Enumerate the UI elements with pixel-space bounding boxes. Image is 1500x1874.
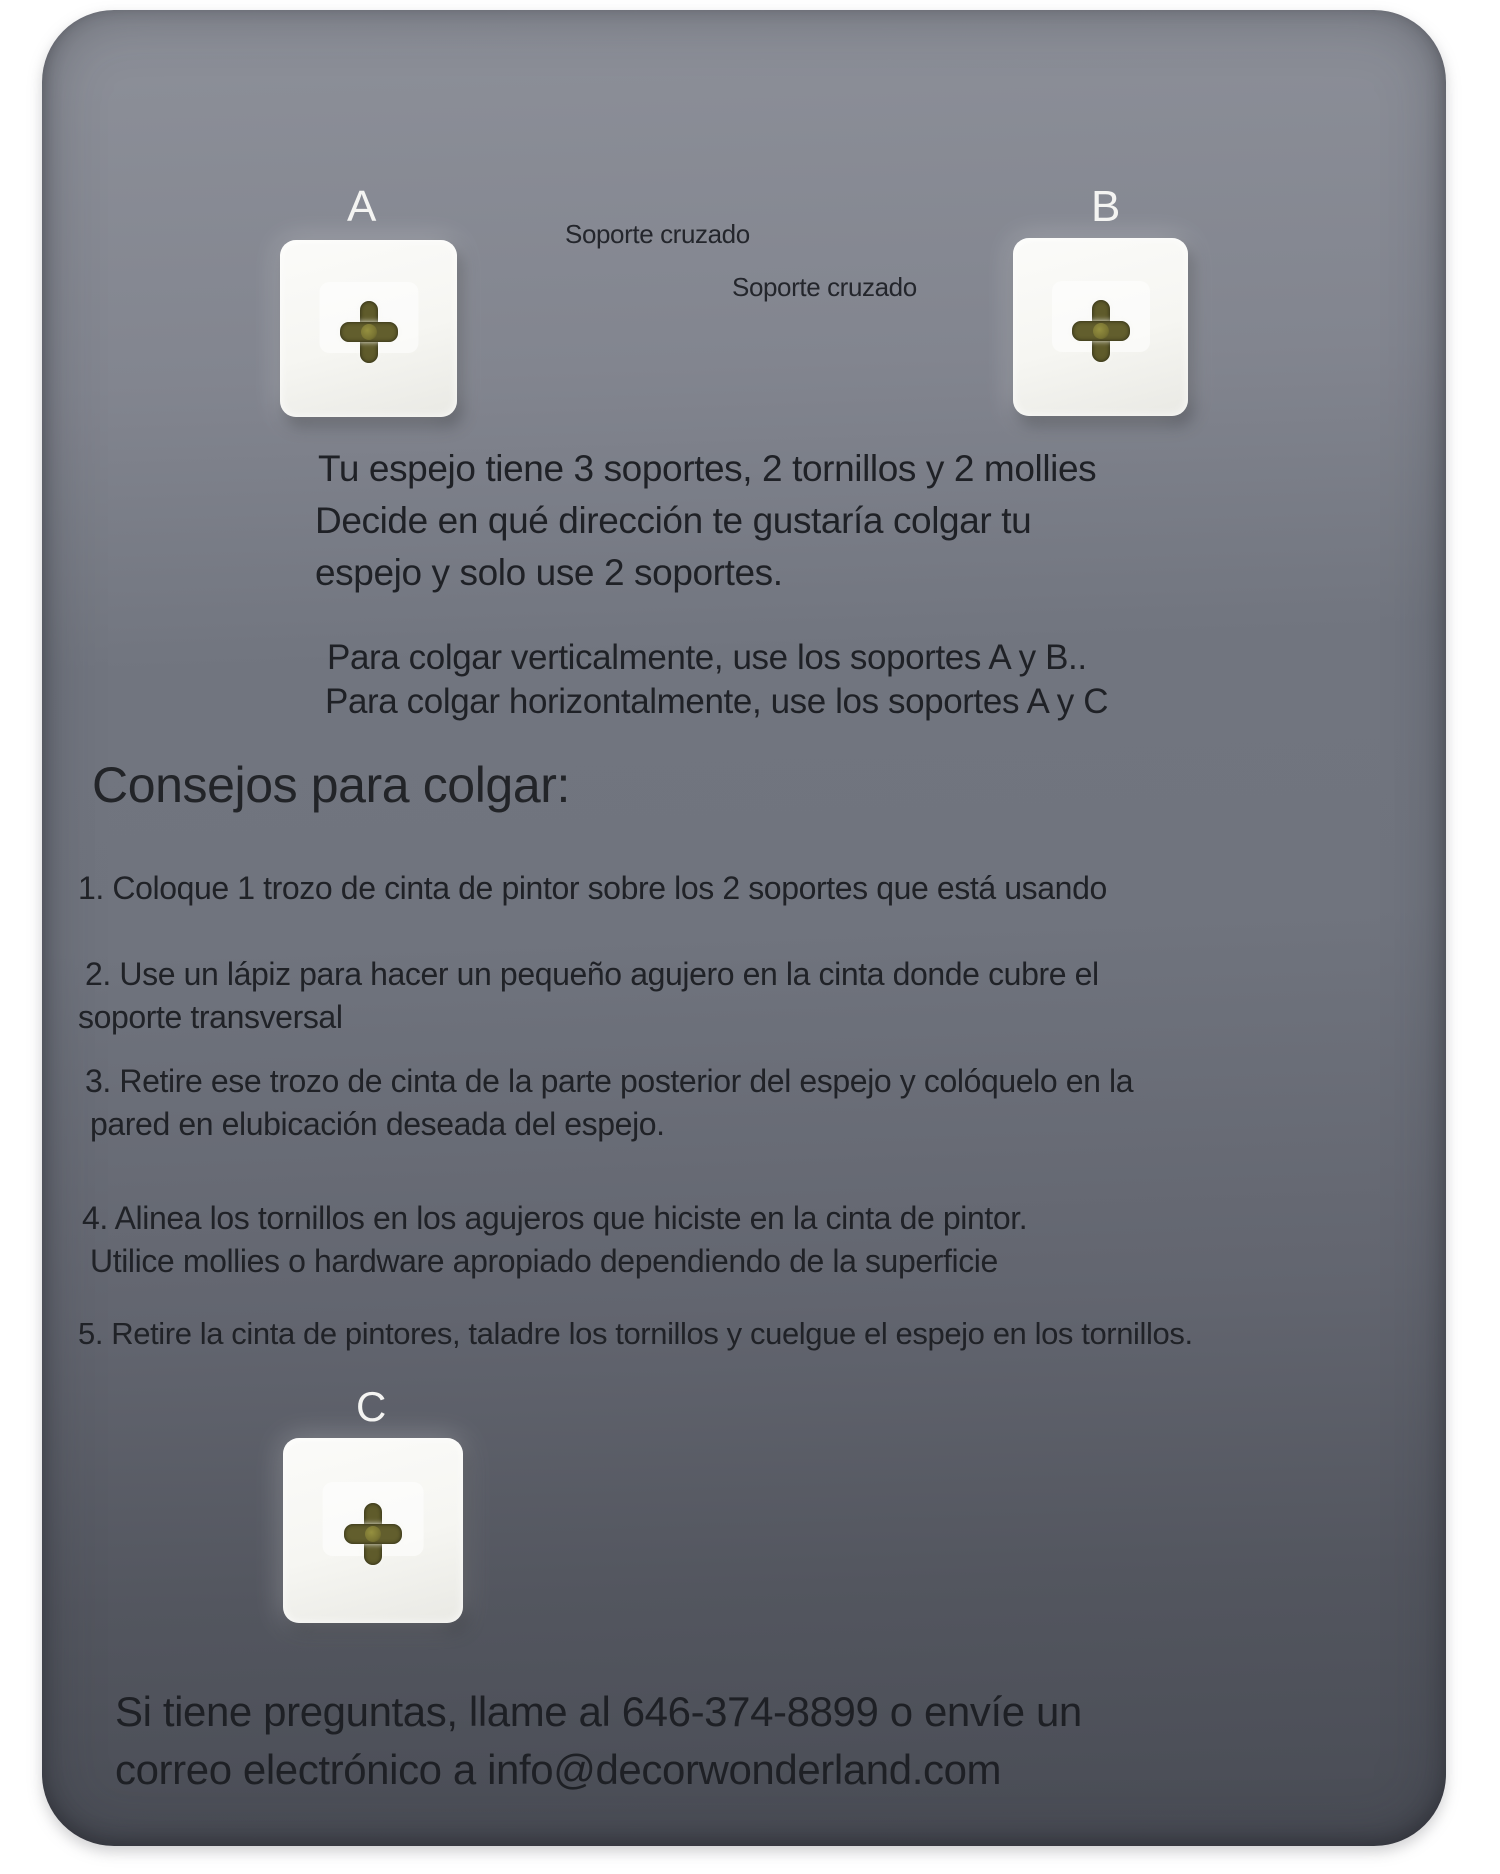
direction-vertical-line: Para colgar verticalmente, use los soportes A y B.. xyxy=(327,638,1087,677)
contact-line-1: Si tiene preguntas, llame al 646-374-8899 o envíe un xyxy=(115,1688,1082,1735)
tip-5-line-1: 5. Retire la cinta de pintores, taladre los tornillos y cuelgue el espejo en los tornillos. xyxy=(78,1316,1193,1351)
tip-3-line-2: pared en elubicación deseada del espejo. xyxy=(90,1106,665,1142)
tip-2-line-1: 2. Use un lápiz para hacer un pequeño agujero en la cinta donde cubre el xyxy=(85,956,1099,992)
tips-heading: Consejos para colgar: xyxy=(92,757,570,813)
intro-line-2: Decide en qué dirección te gustaría colgar tu xyxy=(315,500,1032,541)
tip-4-line-1: 4. Alinea los tornillos en los agujeros que hiciste en la cinta de pintor. xyxy=(82,1200,1028,1236)
intro-line-1: Tu espejo tiene 3 soportes, 2 tornillos y 2 mollies xyxy=(318,448,1097,489)
tip-3-line-1: 3. Retire ese trozo de cinta de la parte posterior del espejo y colóquelo en la xyxy=(85,1063,1134,1099)
direction-horizontal-line: Para colgar horizontalmente, use los soportes A y C xyxy=(325,682,1109,721)
annotation-soporte-cruzado-2: Soporte cruzado xyxy=(732,272,917,302)
tip-2-line-2: soporte transversal xyxy=(78,999,343,1035)
annotation-soporte-cruzado-1: Soporte cruzado xyxy=(565,219,750,249)
tip-4-line-2: Utilice mollies o hardware apropiado dependiendo de la superficie xyxy=(90,1243,998,1279)
bracket-b xyxy=(1013,238,1188,416)
tip-1-line-1: 1. Coloque 1 trozo de cinta de pintor sobre los 2 soportes que está usando xyxy=(78,870,1107,906)
bracket-label-a: A xyxy=(347,182,377,231)
bracket-c xyxy=(283,1438,463,1623)
contact-line-2: correo electrónico a info@decorwonderland.com xyxy=(115,1746,1002,1793)
intro-line-3: espejo y solo use 2 soportes. xyxy=(315,552,783,593)
bracket-a xyxy=(280,240,457,417)
bracket-label-c: C xyxy=(356,1383,387,1430)
bracket-label-b: B xyxy=(1091,182,1121,231)
cross-slot-center xyxy=(1093,323,1109,339)
cross-slot-center xyxy=(361,324,377,340)
